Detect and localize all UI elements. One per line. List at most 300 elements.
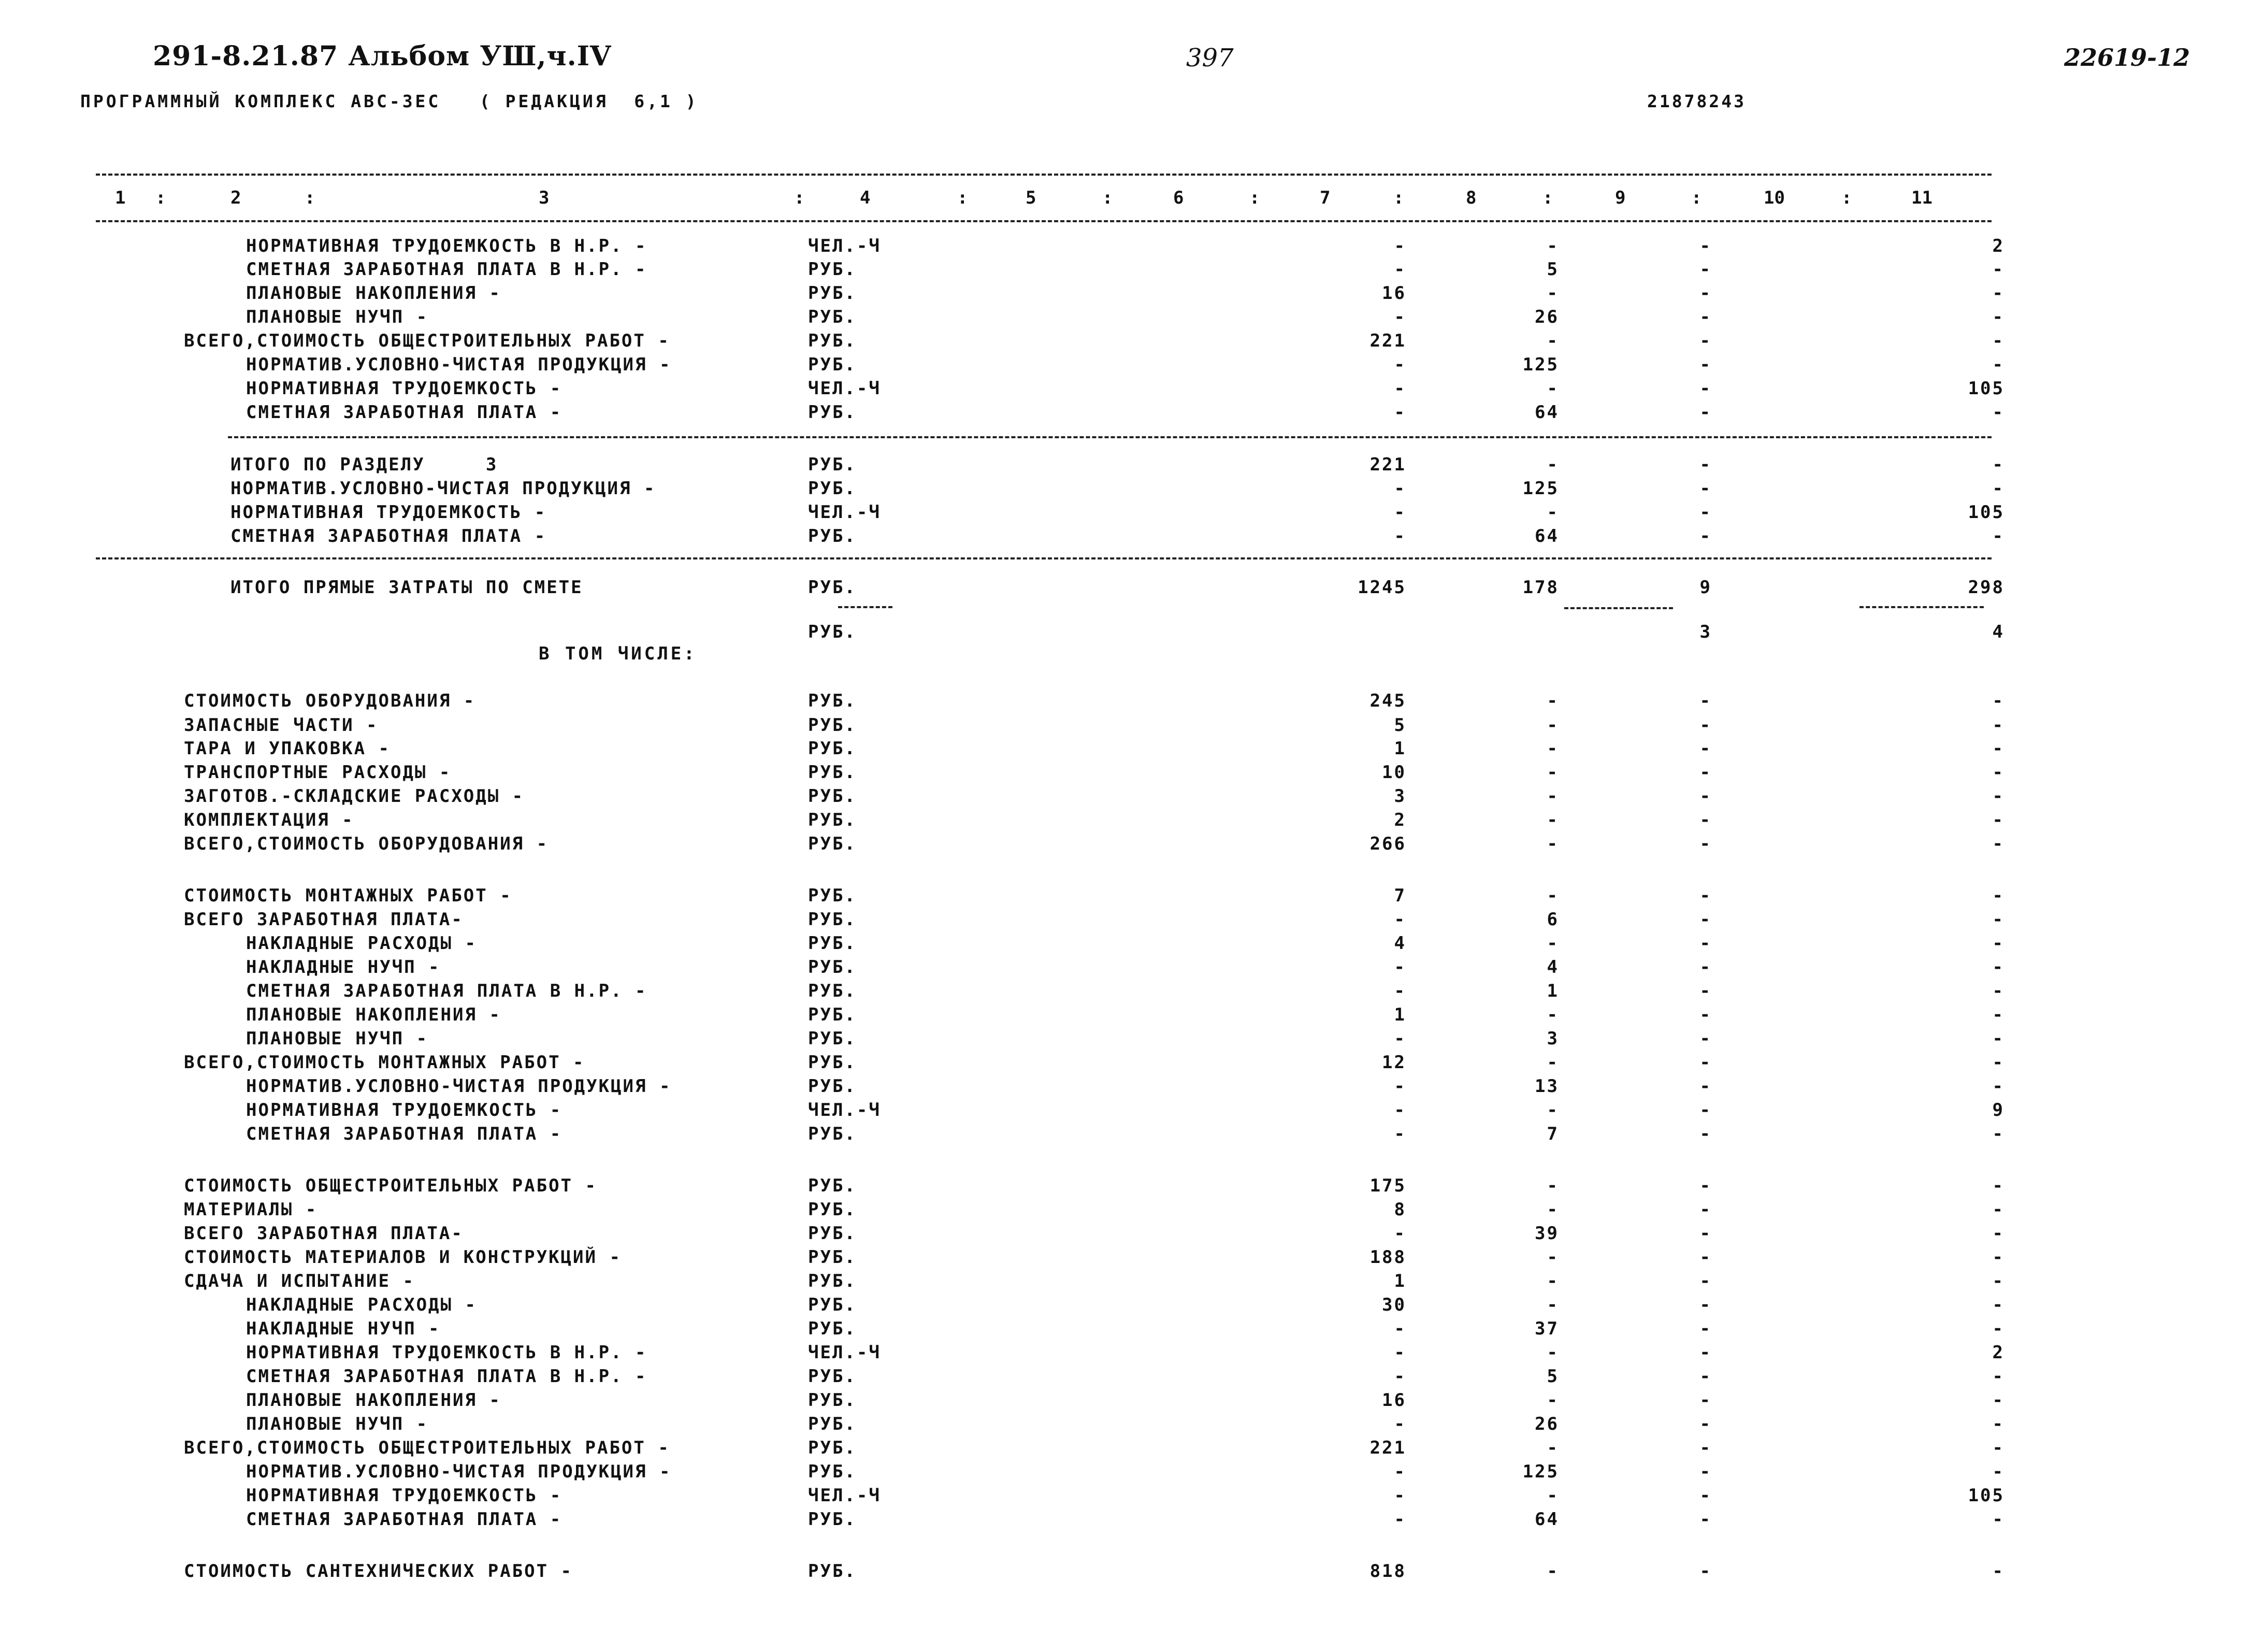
table-row [0, 1100, 2264, 1124]
col7-value: 1 [1394, 1271, 1406, 1291]
table-row [0, 1295, 2264, 1318]
col7-value: - [1394, 1342, 1406, 1363]
col11-value: - [1992, 810, 2005, 830]
col11-value: - [1992, 909, 2005, 930]
table-row [0, 786, 2264, 810]
col8-value: - [1547, 1271, 1559, 1291]
col8-value: - [1547, 1175, 1559, 1196]
row-unit: РУБ. [808, 1124, 857, 1144]
table-row [0, 1271, 2264, 1295]
col7-value: 12 [1382, 1052, 1406, 1073]
col8-value: - [1547, 738, 1559, 759]
col7-value: - [1394, 909, 1406, 930]
row-label: СМЕТНАЯ ЗАРАБОТНАЯ ПЛАТА В Н.Р. - [246, 981, 647, 1001]
col7-value: - [1394, 1414, 1406, 1434]
table-row [0, 236, 2264, 260]
col-header-10: 10 [1764, 188, 1785, 208]
row-label: НОРМАТИВНАЯ ТРУДОЕМКОСТЬ В Н.Р. - [246, 236, 647, 256]
col-separator: : [1393, 188, 1404, 208]
row-unit: РУБ. [808, 526, 857, 547]
row-label: ИТОГО ПО РАЗДЕЛУ 3 [230, 454, 498, 475]
table-row [0, 354, 2264, 378]
col8-value: - [1547, 1100, 1559, 1121]
row-unit: РУБ. [808, 478, 857, 499]
col8-value: 7 [1547, 1124, 1559, 1144]
row-label: ИТОГО ПРЯМЫЕ ЗАТРАТЫ ПО СМЕТЕ [230, 577, 583, 598]
table-row [0, 577, 2264, 601]
table-row [0, 933, 2264, 957]
col-separator: : [1691, 188, 1702, 208]
col11-value: - [1992, 1438, 2005, 1458]
row-unit: РУБ. [808, 933, 857, 954]
col11-value: 105 [1968, 378, 2005, 399]
col8-value: - [1547, 1485, 1559, 1506]
col11-value: 9 [1992, 1100, 2005, 1121]
col11-value: - [1992, 1223, 2005, 1244]
table-row [0, 478, 2264, 502]
col-separator: : [1542, 188, 1553, 208]
col9-value: - [1699, 1438, 1712, 1458]
col11-value: - [1992, 715, 2005, 736]
col9-value: - [1699, 810, 1712, 830]
col11-value: - [1992, 1124, 2005, 1144]
table-row [0, 1366, 2264, 1390]
table-row [0, 259, 2264, 283]
col8-value: - [1547, 454, 1559, 475]
col11-value: - [1992, 307, 2005, 327]
row-label: СМЕТНАЯ ЗАРАБОТНАЯ ПЛАТА - [246, 1124, 563, 1144]
table-row [0, 1052, 2264, 1076]
col8-value: - [1547, 834, 1559, 854]
col11-value: - [1992, 1414, 2005, 1434]
table-row [0, 691, 2264, 714]
table-row [0, 622, 2264, 645]
row-label: НОРМАТИВНАЯ ТРУДОЕМКОСТЬ - [246, 1100, 563, 1121]
col7-value: - [1394, 1461, 1406, 1482]
col7-value: 221 [1369, 454, 1406, 475]
col9-value: - [1699, 786, 1712, 807]
row-unit: РУБ. [808, 1223, 857, 1244]
col11-value: - [1992, 1509, 2005, 1530]
col11-value: - [1992, 957, 2005, 978]
col9-value: - [1699, 981, 1712, 1001]
col9-value: - [1699, 236, 1712, 256]
col9-value: - [1699, 1004, 1712, 1025]
col11-value: - [1992, 933, 2005, 954]
table-top-rule [96, 174, 1992, 176]
col11-value: - [1992, 1175, 2005, 1196]
row-label: ПЛАНОВЫЕ НАКОПЛЕНИЯ - [246, 1390, 501, 1411]
col7-value: - [1394, 1223, 1406, 1244]
col8-value: 26 [1535, 1414, 1559, 1434]
col9-value: - [1699, 307, 1712, 327]
col9-value: - [1699, 1295, 1712, 1315]
row-unit: РУБ. [808, 762, 857, 783]
col8-value: 64 [1535, 526, 1559, 547]
col9-value: - [1699, 1199, 1712, 1220]
col7-value: 1245 [1358, 577, 1406, 598]
col8-value: 5 [1547, 1366, 1559, 1387]
col7-value: 10 [1382, 762, 1406, 783]
col8-value: 1 [1547, 981, 1559, 1001]
col9-value: - [1699, 691, 1712, 711]
col7-value: 266 [1369, 834, 1406, 854]
row-label: ЗАГОТОВ.-СКЛАДСКИЕ РАСХОДЫ - [184, 786, 525, 807]
row-label: СМЕТНАЯ ЗАРАБОТНАЯ ПЛАТА - [246, 1509, 563, 1530]
col8-value: - [1547, 331, 1559, 351]
col9-value: - [1699, 1366, 1712, 1387]
row-label: ВСЕГО,СТОИМОСТЬ МОНТАЖНЫХ РАБОТ - [184, 1052, 585, 1073]
row-label: НОРМАТИВНАЯ ТРУДОЕМКОСТЬ - [246, 378, 563, 399]
col8-value: - [1547, 283, 1559, 304]
col-separator: : [1841, 188, 1852, 208]
col11-value: - [1992, 738, 2005, 759]
row-label: ВСЕГО ЗАРАБОТНАЯ ПЛАТА- [184, 1223, 464, 1244]
col11-value: - [1992, 1199, 2005, 1220]
col8-value: - [1547, 1390, 1559, 1411]
col8-value: 125 [1522, 1461, 1559, 1482]
col7-value: - [1394, 957, 1406, 978]
row-label: ПЛАНОВЫЕ НУЧП - [246, 307, 429, 327]
row-label: НОРМАТИВ.УСЛОВНО-ЧИСТАЯ ПРОДУКЦИЯ - [246, 354, 672, 375]
table-row [0, 810, 2264, 834]
table-row [0, 502, 2264, 526]
col9-value: - [1699, 1561, 1712, 1582]
col11-value: - [1992, 454, 2005, 475]
col8-value: 64 [1535, 1509, 1559, 1530]
col8-value: - [1547, 691, 1559, 711]
col11-value: - [1992, 1052, 2005, 1073]
col7-value: 7 [1394, 885, 1406, 906]
table-row [0, 981, 2264, 1004]
col-header-8: 8 [1466, 188, 1477, 208]
table-row [0, 1124, 2264, 1147]
col11-value: - [1992, 283, 2005, 304]
col9-value: 9 [1699, 577, 1712, 598]
table-row [0, 1223, 2264, 1247]
row-unit: РУБ. [808, 834, 857, 854]
col7-value: 4 [1394, 933, 1406, 954]
row-unit: РУБ. [808, 957, 857, 978]
col9-value: - [1699, 909, 1712, 930]
col9-value: - [1699, 1223, 1712, 1244]
table-row [0, 1390, 2264, 1414]
col9-value: - [1699, 885, 1712, 906]
col-header-3: 3 [539, 188, 550, 208]
row-unit: РУБ. [808, 1271, 857, 1291]
table-row [0, 307, 2264, 331]
col7-value: 221 [1369, 1438, 1406, 1458]
col11-value: - [1992, 786, 2005, 807]
row-unit: РУБ. [808, 577, 857, 598]
col7-value: - [1394, 1366, 1406, 1387]
row-unit: РУБ. [808, 1414, 857, 1434]
table-row [0, 1561, 2264, 1585]
col7-value: - [1394, 1076, 1406, 1097]
col11-value: 4 [1992, 622, 2005, 642]
col7-value: - [1394, 402, 1406, 423]
table-row [0, 1461, 2264, 1485]
table-row [0, 909, 2264, 933]
col11-value: 105 [1968, 502, 2005, 523]
row-label: ВСЕГО ЗАРАБОТНАЯ ПЛАТА- [184, 909, 464, 930]
col11-value: 2 [1992, 1342, 2005, 1363]
col-header-7: 7 [1320, 188, 1331, 208]
row-label: ТАРА И УПАКОВКА - [184, 738, 391, 759]
col9-value: - [1699, 378, 1712, 399]
col8-value: - [1547, 885, 1559, 906]
col9-value: - [1699, 1076, 1712, 1097]
col7-value: - [1394, 502, 1406, 523]
row-unit: РУБ. [808, 909, 857, 930]
row-label: СТОИМОСТЬ МОНТАЖНЫХ РАБОТ - [184, 885, 512, 906]
col-separator: : [1102, 188, 1113, 208]
col11-value: - [1992, 1076, 2005, 1097]
col9-value: - [1699, 738, 1712, 759]
row-label: МАТЕРИАЛЫ - [184, 1199, 318, 1220]
col11-value: - [1992, 1461, 2005, 1482]
row-unit: РУБ. [808, 1076, 857, 1097]
row-label: ВСЕГО,СТОИМОСТЬ ОБЩЕСТРОИТЕЛЬНЫХ РАБОТ - [184, 331, 670, 351]
col8-value: - [1547, 1561, 1559, 1582]
page-number: 397 [1186, 44, 1234, 73]
col7-value: 188 [1369, 1247, 1406, 1268]
row-unit: РУБ. [808, 715, 857, 736]
row-label: НОРМАТИВНАЯ ТРУДОЕМКОСТЬ - [246, 1485, 563, 1506]
section-note: В ТОМ ЧИСЛЕ: [539, 643, 697, 664]
col8-value: - [1547, 762, 1559, 783]
col11-value: - [1992, 834, 2005, 854]
table-row [0, 1485, 2264, 1509]
col7-value: - [1394, 1028, 1406, 1049]
row-unit: РУБ. [808, 1175, 857, 1196]
col9-value: - [1699, 502, 1712, 523]
col11-value: - [1992, 259, 2005, 280]
col11-value: - [1992, 402, 2005, 423]
col9-value: - [1699, 1390, 1712, 1411]
col9-value: - [1699, 402, 1712, 423]
row-label: СМЕТНАЯ ЗАРАБОТНАЯ ПЛАТА - [246, 402, 563, 423]
col9-value: - [1699, 1052, 1712, 1073]
col8-value: 3 [1547, 1028, 1559, 1049]
row-label: НОРМАТИВ.УСЛОВНО-ЧИСТАЯ ПРОДУКЦИЯ - [230, 478, 656, 499]
col8-value: - [1547, 1199, 1559, 1220]
col11-value: - [1992, 1390, 2005, 1411]
col7-value: - [1394, 1124, 1406, 1144]
col8-value: 13 [1535, 1076, 1559, 1097]
col7-value: - [1394, 981, 1406, 1001]
col7-value: 2 [1394, 810, 1406, 830]
section-total-rule [228, 436, 1992, 438]
col8-value: - [1547, 1004, 1559, 1025]
table-row [0, 1414, 2264, 1438]
col11-value: 2 [1992, 236, 2005, 256]
row-label: ЗАПАСНЫЕ ЧАСТИ - [184, 715, 379, 736]
row-unit: РУБ. [808, 307, 857, 327]
table-row [0, 1509, 2264, 1533]
col7-value: 16 [1382, 283, 1406, 304]
col8-value: 178 [1522, 577, 1559, 598]
col7-value: 3 [1394, 786, 1406, 807]
row-label: СТОИМОСТЬ МАТЕРИАЛОВ И КОНСТРУКЦИЙ - [184, 1247, 622, 1268]
row-unit: РУБ. [808, 454, 857, 475]
row-unit: РУБ. [808, 354, 857, 375]
col-header-5: 5 [1026, 188, 1036, 208]
row-unit: РУБ. [808, 1028, 857, 1049]
album-title: 291-8.21.87 Альбом УШ,ч.IV [153, 40, 612, 72]
col8-value: 125 [1522, 478, 1559, 499]
row-label: ПЛАНОВЫЕ НАКОПЛЕНИЯ - [246, 1004, 501, 1025]
col9-value: - [1699, 715, 1712, 736]
table-row [0, 885, 2264, 909]
col11-value: - [1992, 354, 2005, 375]
row-unit: РУБ. [808, 1052, 857, 1073]
col7-value: 245 [1369, 691, 1406, 711]
col11-value: - [1992, 478, 2005, 499]
col9-value: - [1699, 283, 1712, 304]
table-row [0, 762, 2264, 786]
row-unit: РУБ. [808, 1199, 857, 1220]
row-label: ТРАНСПОРТНЫЕ РАСХОДЫ - [184, 762, 452, 783]
table-row [0, 1318, 2264, 1342]
row-unit: РУБ. [808, 810, 857, 830]
col-header-2: 2 [230, 188, 241, 208]
col11-value: - [1992, 1247, 2005, 1268]
col11-value: 298 [1968, 577, 2005, 598]
col9-value: - [1699, 1318, 1712, 1339]
col9-value: - [1699, 259, 1712, 280]
table-row [0, 283, 2264, 307]
col9-value: - [1699, 526, 1712, 547]
col11-value: - [1992, 691, 2005, 711]
row-unit: РУБ. [808, 1390, 857, 1411]
col11-value: - [1992, 981, 2005, 1001]
table-row [0, 1199, 2264, 1223]
col9-value: - [1699, 1414, 1712, 1434]
col9-value: - [1699, 834, 1712, 854]
col-separator: : [794, 188, 805, 208]
col9-value: - [1699, 478, 1712, 499]
row-unit: ЧЕЛ.-Ч [808, 1342, 881, 1363]
table-row [0, 454, 2264, 478]
row-unit: РУБ. [808, 885, 857, 906]
col11-value: - [1992, 526, 2005, 547]
col9-value: - [1699, 1509, 1712, 1530]
col9-value: - [1699, 354, 1712, 375]
col8-value: 6 [1547, 909, 1559, 930]
col-separator: : [957, 188, 968, 208]
row-label: СДАЧА И ИСПЫТАНИЕ - [184, 1271, 415, 1291]
col11-value: - [1992, 762, 2005, 783]
col11-value: - [1992, 1366, 2005, 1387]
col-header-1: 1 [115, 188, 126, 208]
col11-value: - [1992, 1028, 2005, 1049]
col9-value: - [1699, 331, 1712, 351]
row-label: ПЛАНОВЫЕ НУЧП - [246, 1028, 429, 1049]
row-unit: ЧЕЛ.-Ч [808, 1100, 881, 1121]
row-unit: РУБ. [808, 1004, 857, 1025]
row-unit: РУБ. [808, 981, 857, 1001]
table-row [0, 715, 2264, 739]
row-unit: РУБ. [808, 1295, 857, 1315]
col7-value: - [1394, 354, 1406, 375]
col7-value: 818 [1369, 1561, 1406, 1582]
table-row [0, 1342, 2264, 1366]
col8-value: - [1547, 933, 1559, 954]
row-unit: ЧЕЛ.-Ч [808, 1485, 881, 1506]
col9-value: - [1699, 957, 1712, 978]
col-separator: : [1249, 188, 1260, 208]
col11-value: - [1992, 331, 2005, 351]
row-label: НАКЛАДНЫЕ РАСХОДЫ - [246, 1295, 477, 1315]
row-unit: РУБ. [808, 622, 857, 642]
col9-value: 3 [1699, 622, 1712, 642]
col8-value: - [1547, 1247, 1559, 1268]
col9-value: - [1699, 454, 1712, 475]
col8-value: - [1547, 502, 1559, 523]
col8-value: - [1547, 810, 1559, 830]
row-label: СТОИМОСТЬ ОБЩЕСТРОИТЕЛЬНЫХ РАБОТ - [184, 1175, 597, 1196]
row-label: НОРМАТИВ.УСЛОВНО-ЧИСТАЯ ПРОДУКЦИЯ - [246, 1461, 672, 1482]
col9-value: - [1699, 1028, 1712, 1049]
col11-value: - [1992, 1271, 2005, 1291]
col8-value: - [1547, 786, 1559, 807]
col9-value: - [1699, 1461, 1712, 1482]
col7-value: 8 [1394, 1199, 1406, 1220]
row-unit: РУБ. [808, 283, 857, 304]
document-id: 21878243 [1647, 91, 1746, 111]
row-label: СТОИМОСТЬ САНТЕХНИЧЕСКИХ РАБОТ - [184, 1561, 573, 1582]
col8-value: - [1547, 378, 1559, 399]
row-unit: РУБ. [808, 1461, 857, 1482]
col11-value: - [1992, 1295, 2005, 1315]
col8-value: - [1547, 1295, 1559, 1315]
program-title: ПРОГРАММНЫЙ КОМПЛЕКС АВС-ЗЕС ( РЕДАКЦИЯ 6,1 ) [80, 91, 699, 111]
table-row [0, 1175, 2264, 1199]
row-unit: РУБ. [808, 738, 857, 759]
col7-value: - [1394, 259, 1406, 280]
row-label: СМЕТНАЯ ЗАРАБОТНАЯ ПЛАТА - [230, 526, 547, 547]
col7-value: - [1394, 478, 1406, 499]
col11-value: - [1992, 1561, 2005, 1582]
col-header-11: 11 [1911, 188, 1933, 208]
table-row [0, 738, 2264, 762]
row-label: СМЕТНАЯ ЗАРАБОТНАЯ ПЛАТА В Н.Р. - [246, 259, 647, 280]
col7-value: - [1394, 378, 1406, 399]
col8-value: - [1547, 715, 1559, 736]
col9-value: - [1699, 1175, 1712, 1196]
col9-value: - [1699, 762, 1712, 783]
col9-subrule [1564, 607, 1673, 609]
col8-value: 26 [1535, 307, 1559, 327]
col9-value: - [1699, 1271, 1712, 1291]
col8-value: - [1547, 1342, 1559, 1363]
unit-subrule [838, 606, 892, 608]
col8-value: 4 [1547, 957, 1559, 978]
row-unit: ЧЕЛ.-Ч [808, 502, 881, 523]
row-label: НОРМАТИВНАЯ ТРУДОЕМКОСТЬ В Н.Р. - [246, 1342, 647, 1363]
row-unit: РУБ. [808, 1247, 857, 1268]
row-label: НАКЛАДНЫЕ НУЧП - [246, 1318, 441, 1339]
row-unit: РУБ. [808, 259, 857, 280]
col9-value: - [1699, 1342, 1712, 1363]
row-unit: РУБ. [808, 1366, 857, 1387]
col7-value: 16 [1382, 1390, 1406, 1411]
table-row [0, 1247, 2264, 1271]
row-label: НАКЛАДНЫЕ НУЧП - [246, 957, 441, 978]
col7-value: 5 [1394, 715, 1406, 736]
col11-value: - [1992, 885, 2005, 906]
